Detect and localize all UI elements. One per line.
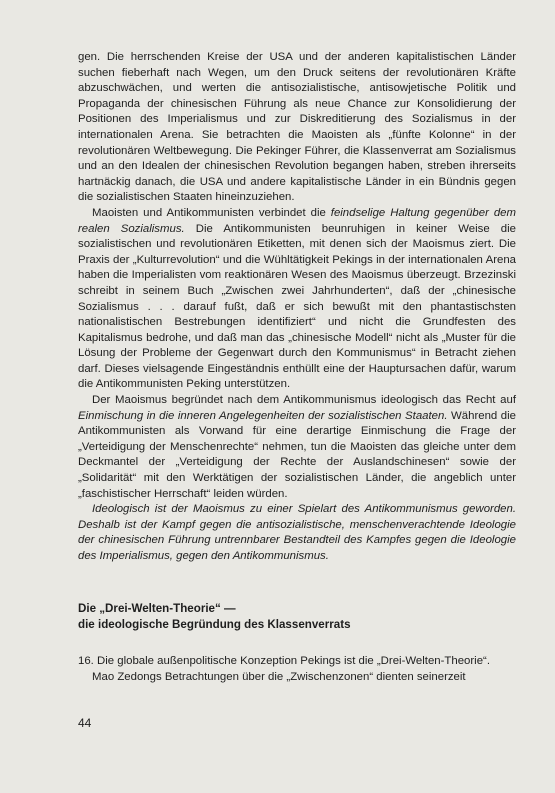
section-heading-line-1: Die „Drei-Welten-Theorie“ — [78,602,236,615]
paragraph-1 [78,50,516,206]
body-text [78,50,516,565]
point-text: Die globale außenpolitische Konzeption Pekings ist die „Drei-Welten-Theorie“. [97,655,490,667]
paragraph-3-text-a: Der Maoismus begründet nach dem Antikommunismus ideologisch das Recht auf [92,394,516,407]
point-16 [78,654,516,670]
page-number: 44 [78,716,92,730]
section-heading-line-2: die ideologische Begründung des Klassenverrats [78,617,351,631]
paragraph-2-emphasis: feindselige Haltung gegenüber dem realen Sozialismus. [78,206,516,235]
paragraph-2 [78,206,516,393]
paragraph-3-emphasis: Einmischung in die inneren Angelegenheiten der sozialistischen Staaten. [78,409,448,422]
paragraph-3 [78,393,516,502]
numbered-point [78,654,516,685]
point-number: 16. [78,655,94,667]
paragraph-3-text-b: Während die Antikommunisten als Vorwand für eine derartige Einmischung die Frage der „Verteidigung der Menschenrechte“ nehmen, tun die Maoisten das gleiche unter dem Deckmantel der „Verteidigung der Rechte der Auslandschinesen“ sowie der „Solidarität“ mit den Werktätigen der sozialistischen Länder, die angeblich unter „faschistischer Herrschaft“ leiden würden. [78,409,516,500]
paragraph-1-text: gen. Die herrschenden Kreise der USA und der anderen kapitalistischen Länder suchen fieberhaft nach Wegen, um den Druck seitens der revolutionären Kräfte abzuschwächen, und werten die antisozialistische, antisowjetische Politik und Propaganda der chinesischen Führung als neue Chance zur Konsolidierung der Positionen des Imperialismus und zur Diskreditierung des Sozialismus in der internationalen Arena. Sie betrachten die Maoisten als „fünfte Kolonne“ in der revolutionären Weltbewegung. Die Pekinger Führer, die Klassenverrat am Sozialismus und an den Idealen der chinesischen Revolution begangen haben, streben ihrerseits hartnäckig danach, die USA und andere kapitalistische Länder in ein Bündnis gegen die sozialistischen Staaten hineinzuziehen. [78,51,516,204]
point-next-text: Mao Zedongs Betrachtungen über die „Zwischenzonen“ dienten seinerzeit [92,670,466,683]
paragraph-2-text-a: Maoisten und Antikommunisten verbindet die [92,206,331,219]
paragraph-4-conclusion [78,502,516,564]
section-heading [78,601,516,632]
paragraph-4-text: Ideologisch ist der Maoismus zu einer Spielart des Antikommunismus geworden. Deshalb ist der Kampf gegen die antisozialistische, menschenverachtende Ideologie der chinesischen Führung untrennbarer Bestandteil des Kampfes gegen die Ideologie des Imperialismus, gegen den Antikommunismus. [78,503,516,562]
paragraph-2-text-b: Die Antikommunisten beunruhigen in keiner Weise die sozialistischen und revolutionären Etiketten, mit denen sich der Maoismus ziert. Die Praxis der „Kulturrevolution“ und die Wühltätigkeit Pekings in der internationalen Arena haben die Imperialisten vom reaktionären Wesen des Maoismus überzeugt. Brzezinski schreibt in seinem Buch „Zwischen zwei Jahrhunderten“, daß der „chinesische Sozialismus . . . darauf fußt, daß er sich bewußt mit den phantastischsten nationalistischen Bestrebungen identifiziert“ und nicht die Grundfesten des Kapitalismus bedrohe, und daß man das „chinesische Modell“ nicht als „Muster für die Lösung der Probleme der Gegenwart durch den Kommunismus“ in Betracht ziehen darf. Dieses vielsagende Eingeständnis enthüllt eine der Hauptursachen dafür, warum die Antikommunisten Peking unterstützen. [78,222,516,391]
point-continuation [78,670,516,686]
